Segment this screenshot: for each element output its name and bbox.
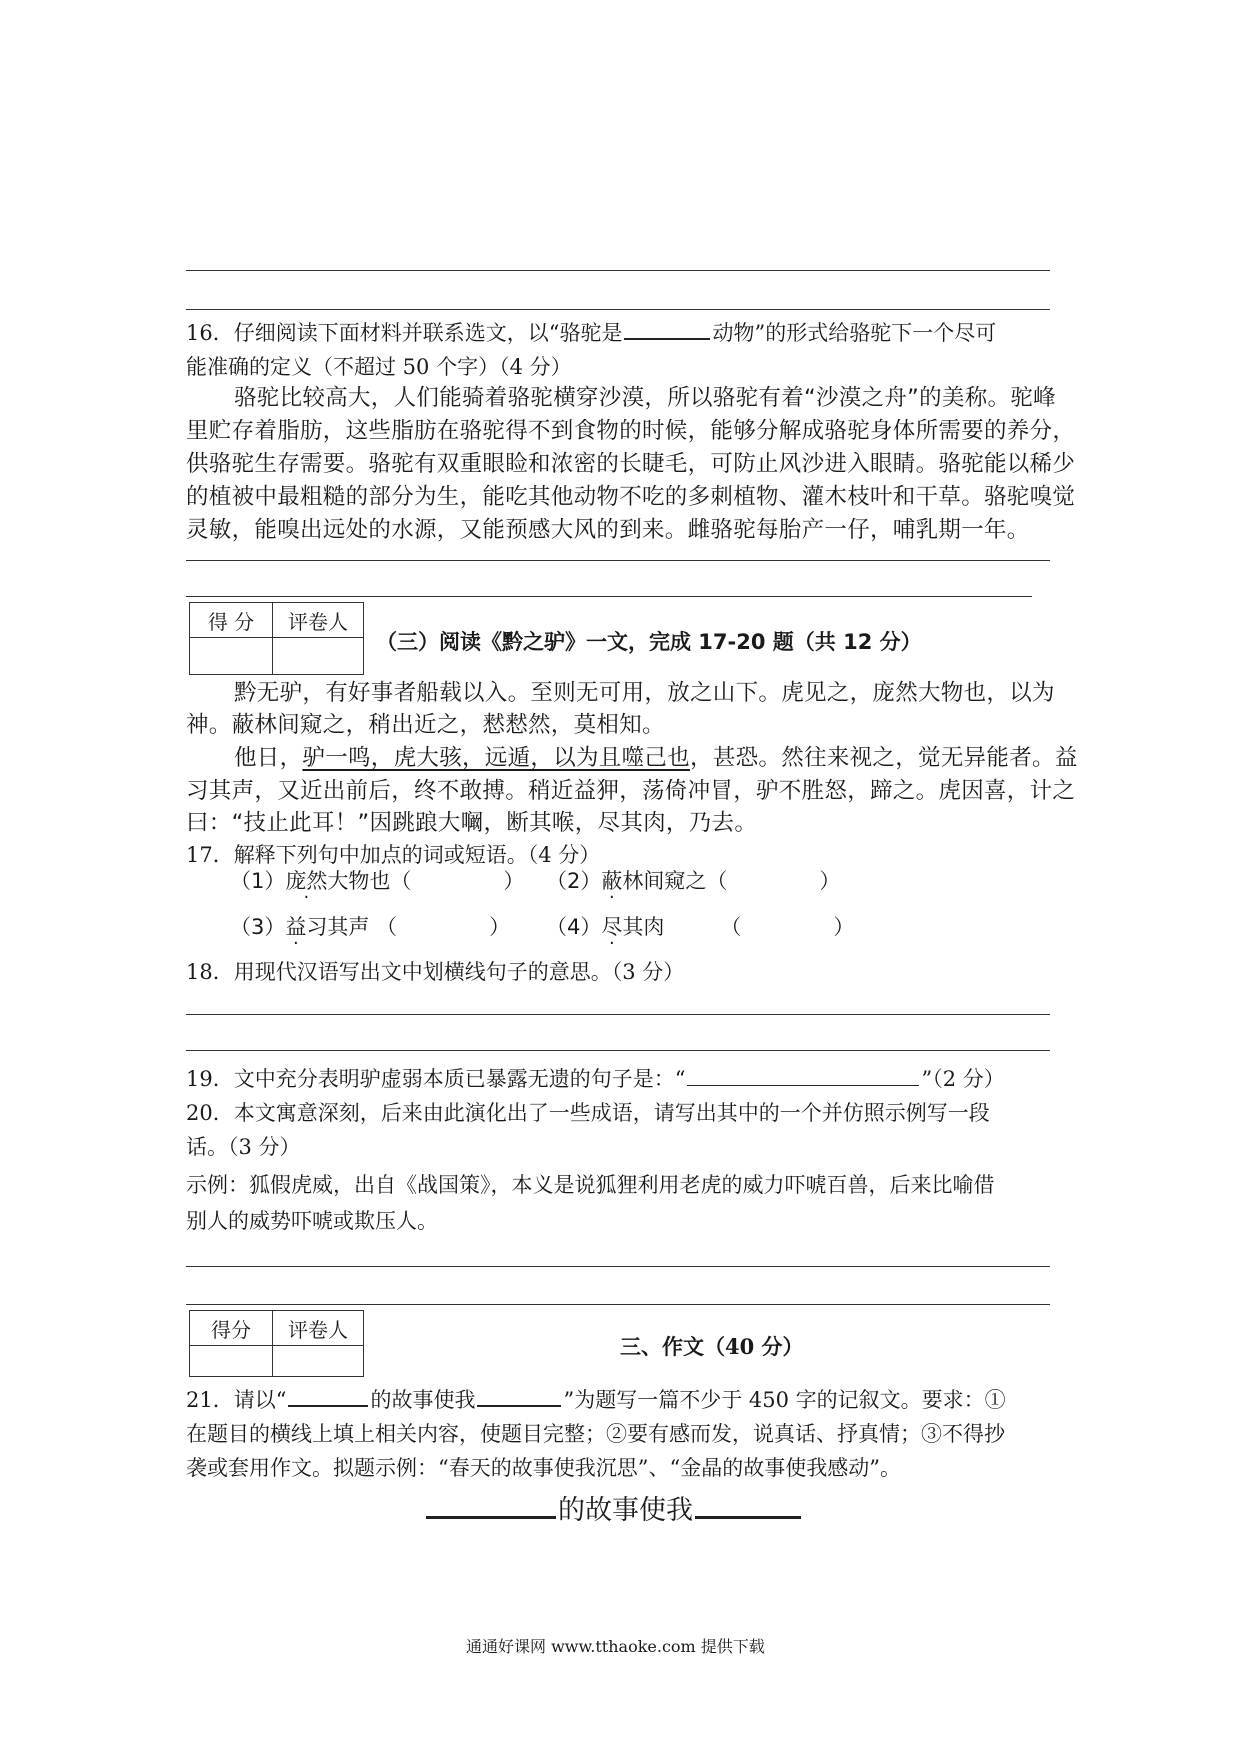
grader-cell[interactable] — [273, 1346, 364, 1377]
answer-line — [186, 596, 1032, 597]
answer-line — [186, 1266, 1050, 1267]
item-text: （ — [720, 915, 742, 939]
text-line — [234, 741, 1078, 775]
text-line: 曰：“技止此耳！”因跳踉大㘎，断其喉，尽其肉，乃去。 — [186, 810, 758, 836]
q17-item-3 — [230, 911, 510, 941]
item-number: （1） — [230, 869, 286, 893]
camel-passage-line: 骆驼比较高大，人们能骑着骆驼横穿沙漠，所以骆驼有着“沙漠之舟”的美称。驼峰 — [234, 385, 1056, 411]
question-21-text: 的故事使我 — [370, 1388, 476, 1412]
item-text: 其肉 — [622, 915, 665, 939]
question-16-line1 — [186, 316, 996, 350]
question-21-text: 21．请以“ — [186, 1388, 287, 1412]
q17-item-1 — [230, 865, 524, 895]
question-20-line2: 话。（3 分） — [186, 1135, 301, 1159]
question-16-text: 16．仔细阅读下面材料并联系选文，以“骆驼是 — [186, 321, 623, 345]
essay-title-line — [424, 1488, 803, 1527]
item-number: （4） — [546, 915, 602, 939]
question-21-line2: 在题目的横线上填上相关内容，使题目完整；②要有感而发，说真话、抒真情；③不得抄 — [186, 1422, 1005, 1446]
essay-section-title: 三、作文（40 分） — [620, 1334, 804, 1359]
question-16-text: 动物”的形式给骆驼下一个尽可 — [712, 321, 997, 345]
score-label: 得 分 — [190, 603, 273, 638]
item-text: 习其声 （ — [306, 915, 398, 939]
dotted-word: 益 — [285, 915, 307, 939]
item-number: （3） — [230, 915, 286, 939]
text-segment: 他日， — [234, 745, 303, 771]
question-20-example: 别人的威势吓唬或欺压人。 — [186, 1209, 438, 1233]
question-21-line3: 袭或套用作文。拟题示例：“春天的故事使我沉思”、“金晶的故事使我感动”。 — [186, 1456, 901, 1480]
camel-passage-line: 灵敏，能嗅出远处的水源，又能预感大风的到来。雌骆驼每胎产一仔，哺乳期一年。 — [186, 517, 1030, 543]
answer-line — [186, 270, 1050, 271]
fill-blank[interactable] — [288, 1383, 368, 1407]
score-box — [189, 602, 364, 675]
question-17-stem: 17．解释下列句中加点的词或短语。（4 分） — [186, 843, 601, 867]
text-line: 神。蔽林间窥之，稍出近之，慭慭然，莫相知。 — [186, 712, 665, 738]
q17-item-2 — [546, 865, 840, 895]
score-cell[interactable] — [190, 638, 273, 675]
item-text: ） — [489, 915, 511, 939]
score-cell[interactable] — [190, 1346, 273, 1377]
fill-blank[interactable] — [687, 1065, 919, 1086]
question-19-text: 19．文中充分表明驴虚弱本质已暴露无遗的句子是：“ — [186, 1067, 686, 1091]
question-19-text: ”（2 分） — [921, 1067, 1005, 1091]
grader-label: 评卷人 — [273, 1311, 364, 1346]
essay-title-text: 的故事使我 — [558, 1495, 693, 1526]
dotted-word: 庞然 — [285, 869, 328, 893]
item-text: ） — [503, 869, 525, 893]
page-footer: 通通好课网 www.tthaoke.com 提供下载 — [466, 1637, 765, 1656]
answer-line — [186, 1014, 1050, 1015]
grader-label: 评卷人 — [273, 603, 364, 638]
item-text: 林间窥之（ — [622, 869, 728, 893]
question-21-text: ”为题写一篇不少于 450 字的记叙文。要求：① — [563, 1388, 1006, 1412]
q17-item-4 — [546, 911, 854, 941]
answer-line — [186, 1304, 1050, 1305]
fill-blank[interactable] — [695, 1490, 801, 1519]
camel-passage-line: 里贮存着脂肪，这些脂肪在骆驼得不到食物的时候，能够分解成骆驼身体所需要的养分， — [186, 418, 1076, 444]
item-text: ） — [833, 915, 855, 939]
dotted-word: 尽 — [601, 915, 623, 939]
answer-line — [186, 309, 1050, 310]
item-text: ） — [819, 869, 841, 893]
item-number: （2） — [546, 869, 602, 893]
camel-passage-line: 供骆驼生存需要。骆驼有双重眼睑和浓密的长睫毛，可防止风沙进入眼睛。骆驼能以稀少 — [186, 451, 1076, 477]
score-label: 得分 — [190, 1311, 273, 1346]
answer-line — [186, 1050, 1050, 1051]
question-16-line2: 能准确的定义（不超过 50 个字）（4 分） — [186, 355, 572, 379]
fill-blank[interactable] — [426, 1490, 556, 1519]
section-3-title: （三）阅读《黔之驴》一文，完成 17-20 题（共 12 分） — [376, 630, 922, 654]
fill-blank[interactable] — [477, 1383, 561, 1407]
underlined-sentence: 驴一鸣，虎大骇，远遁，以为且噬己也 — [302, 745, 691, 771]
dotted-word: 蔽 — [601, 869, 623, 893]
text-line: 习其声，又近出前后，终不敢搏。稍近益狎，荡倚冲冒，驴不胜怒，蹄之。虎因喜，计之 — [186, 778, 1076, 804]
score-box — [189, 1310, 364, 1377]
item-text: 大物也（ — [327, 869, 412, 893]
question-20-example: 示例：狐假虎威，出自《战国策》，本义是说狐狸利用老虎的威力吓唬百兽，后来比喻借 — [186, 1173, 995, 1197]
text-segment: ，甚恐。然往来视之，觉无异能者。益 — [690, 745, 1078, 771]
camel-passage-line: 的植被中最粗糙的部分为生，能吃其他动物不吃的多刺植物、灌木枝叶和干草。骆驼嗅觉 — [186, 484, 1076, 510]
grader-cell[interactable] — [273, 638, 364, 675]
answer-line — [186, 560, 1050, 561]
fill-blank[interactable] — [624, 316, 710, 340]
question-20-line1: 20．本文寓意深刻，后来由此演化出了一些成语，请写出其中的一个并仿照示例写一段 — [186, 1101, 990, 1125]
question-19 — [186, 1062, 1005, 1096]
question-21-line1 — [186, 1383, 1006, 1417]
text-line: 黔无驴，有好事者船载以入。至则无可用，放之山下。虎见之，庞然大物也，以为 — [234, 680, 1055, 706]
question-18-stem: 18．用现代汉语写出文中划横线句子的意思。（3 分） — [186, 960, 685, 984]
